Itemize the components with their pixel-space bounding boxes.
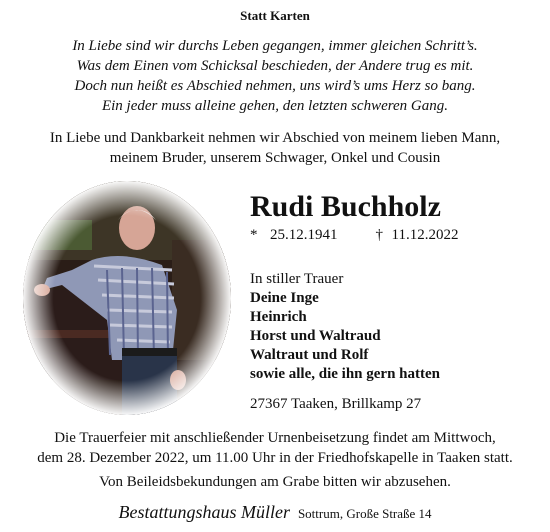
intro-line: In Liebe und Dankbarkeit nehmen wir Abschied von meinem lieben Mann, xyxy=(49,130,501,146)
funeral-line: dem 28. Dezember 2022, um 11.00 Uhr in der Friedhofskapelle in Taaken statt. xyxy=(37,450,513,466)
mourner-name: Horst und Waltraud xyxy=(250,328,381,344)
mourners-intro: In stiller Trauer xyxy=(250,271,344,287)
cross-icon: † xyxy=(375,227,383,243)
funeral-info xyxy=(0,428,550,468)
poem xyxy=(0,36,550,116)
funeral-home xyxy=(0,502,550,523)
mourner-name: Waltraut und Rolf xyxy=(250,347,369,363)
poem-line: Doch nun heißt es Abschied nehmen, uns wird’s ums Herz so bang. xyxy=(74,78,476,94)
funeral-line: Die Trauerfeier mit anschließender Urnenbeisetzung findet am Mittwoch, xyxy=(54,430,496,446)
notice-header: Statt Karten xyxy=(240,8,310,23)
mourner-name: Heinrich xyxy=(250,309,307,325)
intro-text xyxy=(0,128,550,168)
portrait-photo xyxy=(22,180,232,416)
mourner-name: sowie alle, die ihn gern hatten xyxy=(250,366,440,382)
death-date: 11.12.2022 xyxy=(391,227,459,243)
intro-line: meinem Bruder, unserem Schwager, Onkel und Cousin xyxy=(109,150,441,166)
mourner-name: Deine Inge xyxy=(250,290,319,306)
poem-line: Ein jeder muss alleine gehen, den letzten schweren Gang. xyxy=(101,98,449,114)
funeral-home-name: Bestattungshaus Müller xyxy=(118,502,290,522)
birth-date: 25.12.1941 xyxy=(270,227,338,243)
life-dates xyxy=(250,227,458,244)
family-address: 27367 Taaken, Brillkamp 27 xyxy=(250,396,422,412)
poem-line: In Liebe sind wir durchs Leben gegangen, immer gleichen Schritt’s. xyxy=(72,38,478,54)
condolence-note: Von Beileidsbekundungen am Grabe bitten wir abzusehen. xyxy=(99,474,451,490)
mourners-list xyxy=(250,270,440,384)
funeral-home-location: Sottrum, Große Straße 14 xyxy=(297,506,432,521)
birth-symbol: * xyxy=(250,227,258,243)
deceased-name: Rudi Buchholz xyxy=(250,190,441,223)
poem-line: Was dem Einen vom Schicksal beschieden, der Andere trug es mit. xyxy=(76,58,474,74)
